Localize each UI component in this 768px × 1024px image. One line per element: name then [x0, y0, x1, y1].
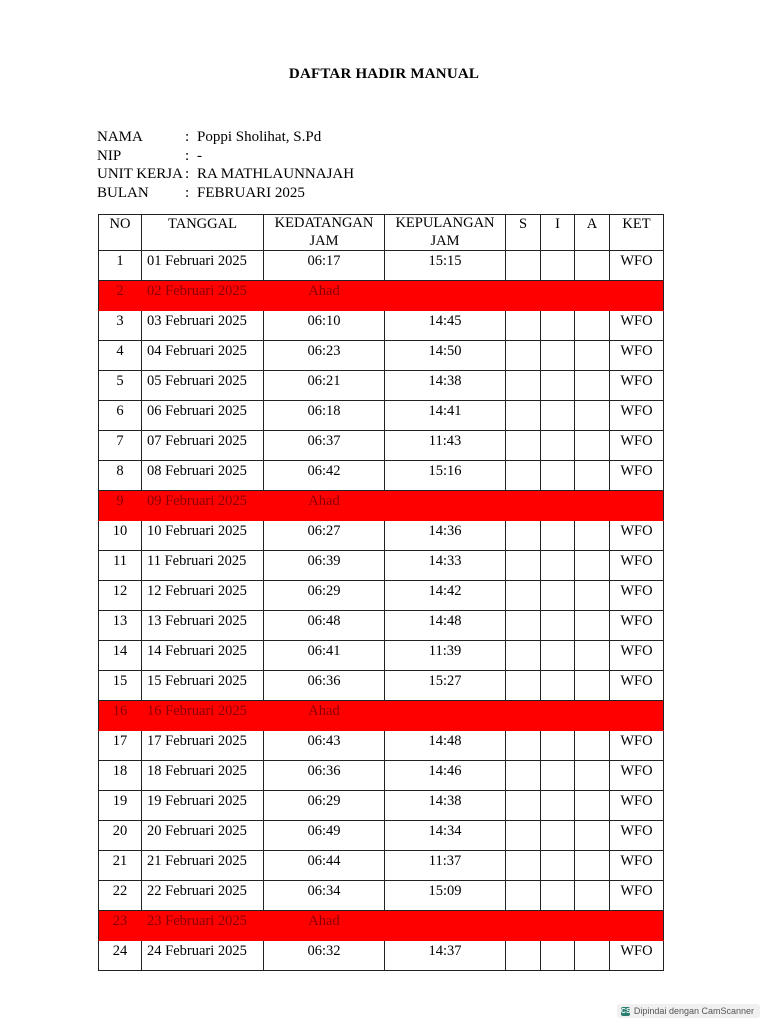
- cell-s: [506, 731, 541, 761]
- cell-s: [506, 371, 541, 401]
- table-row: [99, 461, 664, 491]
- cell-pulang: 14:45: [385, 311, 506, 341]
- cell-ket: [610, 491, 664, 521]
- cell-datang: Ahad: [264, 491, 385, 521]
- table-row: [99, 791, 664, 821]
- table-row: [99, 431, 664, 461]
- cell-tanggal: 06 Februari 2025: [142, 401, 264, 431]
- cell-i: [541, 251, 575, 281]
- cell-no: 22: [99, 881, 142, 911]
- cell-a: [575, 731, 610, 761]
- cell-a: [575, 821, 610, 851]
- header-tanggal: TANGGAL: [142, 215, 264, 251]
- table-row-holiday: [99, 911, 664, 941]
- cell-a: [575, 551, 610, 581]
- cell-s: [506, 281, 541, 311]
- table-row: [99, 881, 664, 911]
- info-label: NAMA: [97, 129, 143, 145]
- table-header-row: [99, 215, 664, 233]
- cell-no: 9: [99, 491, 142, 521]
- cell-ket: WFO: [610, 641, 664, 671]
- cell-a: [575, 851, 610, 881]
- cell-s: [506, 251, 541, 281]
- cell-datang: 06:34: [264, 881, 385, 911]
- table-row: [99, 611, 664, 641]
- cell-pulang: 14:46: [385, 761, 506, 791]
- table-row: [99, 671, 664, 701]
- cell-ket: WFO: [610, 251, 664, 281]
- cell-datang: 06:39: [264, 551, 385, 581]
- cell-no: 5: [99, 371, 142, 401]
- cell-datang: 06:23: [264, 341, 385, 371]
- table-row: [99, 731, 664, 761]
- cell-tanggal: 18 Februari 2025: [142, 761, 264, 791]
- cell-no: 10: [99, 521, 142, 551]
- cell-tanggal: 14 Februari 2025: [142, 641, 264, 671]
- cell-a: [575, 461, 610, 491]
- attendance-table: [98, 214, 664, 971]
- cell-s: [506, 311, 541, 341]
- cell-tanggal: 12 Februari 2025: [142, 581, 264, 611]
- cell-tanggal: 10 Februari 2025: [142, 521, 264, 551]
- header-kedatangan-jam: JAM: [264, 232, 385, 251]
- cell-tanggal: 15 Februari 2025: [142, 671, 264, 701]
- table-row: [99, 551, 664, 581]
- cell-pulang: 14:41: [385, 401, 506, 431]
- cell-s: [506, 671, 541, 701]
- cell-no: 6: [99, 401, 142, 431]
- cell-tanggal: 11 Februari 2025: [142, 551, 264, 581]
- cell-ket: WFO: [610, 821, 664, 851]
- cell-ket: WFO: [610, 401, 664, 431]
- cell-i: [541, 491, 575, 521]
- cell-a: [575, 641, 610, 671]
- cell-ket: [610, 281, 664, 311]
- header-kepulangan-jam: JAM: [385, 232, 506, 251]
- info-row-nip: [97, 147, 354, 166]
- cell-i: [541, 401, 575, 431]
- cell-s: [506, 641, 541, 671]
- cell-ket: WFO: [610, 521, 664, 551]
- cell-s: [506, 791, 541, 821]
- cell-a: [575, 431, 610, 461]
- cell-no: 3: [99, 311, 142, 341]
- cell-no: 4: [99, 341, 142, 371]
- cell-no: 1: [99, 251, 142, 281]
- header-kepulangan: KEPULANGAN: [385, 215, 506, 233]
- cell-i: [541, 851, 575, 881]
- cell-no: 21: [99, 851, 142, 881]
- cell-ket: WFO: [610, 371, 664, 401]
- cell-pulang: 14:33: [385, 551, 506, 581]
- cell-pulang: 14:48: [385, 611, 506, 641]
- header-s: S: [506, 215, 541, 251]
- cell-ket: WFO: [610, 581, 664, 611]
- cell-no: 14: [99, 641, 142, 671]
- info-row-bulan: [97, 184, 354, 203]
- cell-tanggal: 13 Februari 2025: [142, 611, 264, 641]
- cell-i: [541, 881, 575, 911]
- cell-pulang: 14:34: [385, 821, 506, 851]
- info-colon: :: [185, 147, 190, 164]
- cell-a: [575, 371, 610, 401]
- cell-tanggal: 22 Februari 2025: [142, 881, 264, 911]
- header-kedatangan: KEDATANGAN: [264, 215, 385, 233]
- cell-s: [506, 581, 541, 611]
- cell-datang: 06:32: [264, 941, 385, 971]
- cell-i: [541, 371, 575, 401]
- cell-pulang: 14:42: [385, 581, 506, 611]
- cell-no: 24: [99, 941, 142, 971]
- cell-datang: 06:37: [264, 431, 385, 461]
- table-row: [99, 851, 664, 881]
- cell-s: [506, 521, 541, 551]
- cell-s: [506, 431, 541, 461]
- cell-a: [575, 881, 610, 911]
- cell-s: [506, 461, 541, 491]
- cell-s: [506, 881, 541, 911]
- cell-s: [506, 851, 541, 881]
- info-value-unit-kerja: RA MATHLAUNNAJAH: [197, 166, 355, 182]
- cell-datang: 06:42: [264, 461, 385, 491]
- table-row: [99, 761, 664, 791]
- cell-a: [575, 701, 610, 731]
- cell-i: [541, 701, 575, 731]
- cell-ket: WFO: [610, 671, 664, 701]
- cell-no: 15: [99, 671, 142, 701]
- cell-no: 11: [99, 551, 142, 581]
- cell-tanggal: 07 Februari 2025: [142, 431, 264, 461]
- cell-pulang: 14:38: [385, 371, 506, 401]
- info-colon: :: [185, 166, 190, 182]
- cell-pulang: [385, 701, 506, 731]
- cell-no: 18: [99, 761, 142, 791]
- cell-a: [575, 581, 610, 611]
- cell-tanggal: 16 Februari 2025: [142, 701, 264, 731]
- cell-i: [541, 341, 575, 371]
- cell-tanggal: 19 Februari 2025: [142, 791, 264, 821]
- info-label: BULAN: [97, 184, 149, 201]
- cell-tanggal: 21 Februari 2025: [142, 851, 264, 881]
- cell-s: [506, 611, 541, 641]
- cell-i: [541, 581, 575, 611]
- cell-i: [541, 941, 575, 971]
- attendance-rows: [99, 251, 664, 971]
- cell-ket: WFO: [610, 941, 664, 971]
- info-row-nama: [97, 128, 354, 147]
- camscanner-badge: [617, 1004, 760, 1018]
- cell-ket: WFO: [610, 341, 664, 371]
- cell-i: [541, 551, 575, 581]
- cell-s: [506, 491, 541, 521]
- cell-datang: 06:10: [264, 311, 385, 341]
- info-label: UNIT KERJA: [97, 166, 183, 182]
- cell-i: [541, 281, 575, 311]
- cell-ket: [610, 911, 664, 941]
- cell-ket: WFO: [610, 731, 664, 761]
- cell-s: [506, 911, 541, 941]
- cell-a: [575, 491, 610, 521]
- cell-ket: WFO: [610, 461, 664, 491]
- cell-ket: WFO: [610, 611, 664, 641]
- cell-a: [575, 941, 610, 971]
- camscanner-logo-icon: CS: [620, 1007, 631, 1015]
- cell-datang: 06:49: [264, 821, 385, 851]
- cell-datang: 06:21: [264, 371, 385, 401]
- table-row: [99, 521, 664, 551]
- table-row-holiday: [99, 281, 664, 311]
- cell-a: [575, 911, 610, 941]
- cell-pulang: 15:09: [385, 881, 506, 911]
- table-row: [99, 941, 664, 971]
- cell-pulang: [385, 281, 506, 311]
- cell-tanggal: 17 Februari 2025: [142, 731, 264, 761]
- cell-datang: Ahad: [264, 701, 385, 731]
- cell-datang: 06:29: [264, 791, 385, 821]
- table-row-holiday: [99, 701, 664, 731]
- cell-datang: 06:48: [264, 611, 385, 641]
- cell-pulang: 11:43: [385, 431, 506, 461]
- employee-info: [97, 128, 354, 202]
- info-label: NIP: [97, 147, 122, 164]
- cell-datang: 06:36: [264, 671, 385, 701]
- cell-s: [506, 401, 541, 431]
- cell-no: 16: [99, 701, 142, 731]
- info-colon: :: [185, 184, 190, 201]
- cell-ket: [610, 701, 664, 731]
- cell-datang: Ahad: [264, 281, 385, 311]
- cell-a: [575, 311, 610, 341]
- cell-a: [575, 281, 610, 311]
- cell-tanggal: 08 Februari 2025: [142, 461, 264, 491]
- cell-ket: WFO: [610, 311, 664, 341]
- cell-ket: WFO: [610, 881, 664, 911]
- camscanner-text: Dipindai dengan CamScanner: [633, 1006, 754, 1016]
- cell-a: [575, 671, 610, 701]
- cell-pulang: 14:38: [385, 791, 506, 821]
- cell-tanggal: 01 Februari 2025: [142, 251, 264, 281]
- cell-no: 7: [99, 431, 142, 461]
- cell-pulang: [385, 911, 506, 941]
- cell-s: [506, 551, 541, 581]
- cell-pulang: 14:48: [385, 731, 506, 761]
- header-ket: KET: [610, 215, 664, 251]
- cell-no: 19: [99, 791, 142, 821]
- cell-ket: WFO: [610, 791, 664, 821]
- cell-i: [541, 461, 575, 491]
- info-value-bulan: FEBRUARI 2025: [197, 184, 305, 201]
- cell-datang: 06:36: [264, 761, 385, 791]
- cell-i: [541, 671, 575, 701]
- cell-s: [506, 341, 541, 371]
- cell-pulang: 11:39: [385, 641, 506, 671]
- table-row: [99, 371, 664, 401]
- cell-tanggal: 23 Februari 2025: [142, 911, 264, 941]
- cell-i: [541, 641, 575, 671]
- table-row: [99, 341, 664, 371]
- cell-tanggal: 20 Februari 2025: [142, 821, 264, 851]
- cell-s: [506, 761, 541, 791]
- header-i: I: [541, 215, 575, 251]
- cell-pulang: 14:50: [385, 341, 506, 371]
- cell-a: [575, 791, 610, 821]
- cell-i: [541, 431, 575, 461]
- cell-tanggal: 04 Februari 2025: [142, 341, 264, 371]
- cell-a: [575, 611, 610, 641]
- table-row: [99, 311, 664, 341]
- cell-pulang: 14:37: [385, 941, 506, 971]
- table-row: [99, 821, 664, 851]
- cell-pulang: 15:16: [385, 461, 506, 491]
- cell-a: [575, 341, 610, 371]
- cell-s: [506, 821, 541, 851]
- cell-ket: WFO: [610, 551, 664, 581]
- info-value-nama: Poppi Sholihat, S.Pd: [197, 129, 322, 145]
- document-title: DAFTAR HADIR MANUAL: [288, 66, 480, 82]
- cell-no: 20: [99, 821, 142, 851]
- cell-tanggal: 05 Februari 2025: [142, 371, 264, 401]
- cell-ket: WFO: [610, 431, 664, 461]
- cell-no: 12: [99, 581, 142, 611]
- cell-datang: 06:29: [264, 581, 385, 611]
- cell-i: [541, 911, 575, 941]
- cell-pulang: 11:37: [385, 851, 506, 881]
- cell-i: [541, 521, 575, 551]
- info-value-nip: -: [197, 147, 202, 164]
- cell-no: 13: [99, 611, 142, 641]
- cell-datang: 06:27: [264, 521, 385, 551]
- cell-no: 23: [99, 911, 142, 941]
- cell-tanggal: 02 Februari 2025: [142, 281, 264, 311]
- cell-pulang: 15:27: [385, 671, 506, 701]
- cell-i: [541, 731, 575, 761]
- cell-ket: WFO: [610, 761, 664, 791]
- cell-ket: WFO: [610, 851, 664, 881]
- cell-s: [506, 701, 541, 731]
- header-no: NO: [99, 215, 142, 251]
- cell-i: [541, 761, 575, 791]
- cell-tanggal: 24 Februari 2025: [142, 941, 264, 971]
- cell-a: [575, 251, 610, 281]
- cell-i: [541, 821, 575, 851]
- cell-i: [541, 611, 575, 641]
- cell-pulang: 14:36: [385, 521, 506, 551]
- cell-s: [506, 941, 541, 971]
- cell-pulang: [385, 491, 506, 521]
- cell-datang: 06:44: [264, 851, 385, 881]
- cell-no: 2: [99, 281, 142, 311]
- table-row: [99, 401, 664, 431]
- cell-pulang: 15:15: [385, 251, 506, 281]
- table-row-holiday: [99, 491, 664, 521]
- cell-datang: Ahad: [264, 911, 385, 941]
- cell-a: [575, 521, 610, 551]
- cell-datang: 06:17: [264, 251, 385, 281]
- cell-i: [541, 311, 575, 341]
- table-row: [99, 641, 664, 671]
- cell-datang: 06:18: [264, 401, 385, 431]
- header-a: A: [575, 215, 610, 251]
- cell-datang: 06:43: [264, 731, 385, 761]
- cell-tanggal: 03 Februari 2025: [142, 311, 264, 341]
- table-row: [99, 581, 664, 611]
- cell-i: [541, 791, 575, 821]
- cell-datang: 06:41: [264, 641, 385, 671]
- info-row-unit-kerja: [97, 165, 354, 184]
- info-colon: :: [185, 129, 190, 145]
- cell-no: 8: [99, 461, 142, 491]
- cell-a: [575, 761, 610, 791]
- cell-no: 17: [99, 731, 142, 761]
- cell-tanggal: 09 Februari 2025: [142, 491, 264, 521]
- cell-a: [575, 401, 610, 431]
- table-row: [99, 251, 664, 281]
